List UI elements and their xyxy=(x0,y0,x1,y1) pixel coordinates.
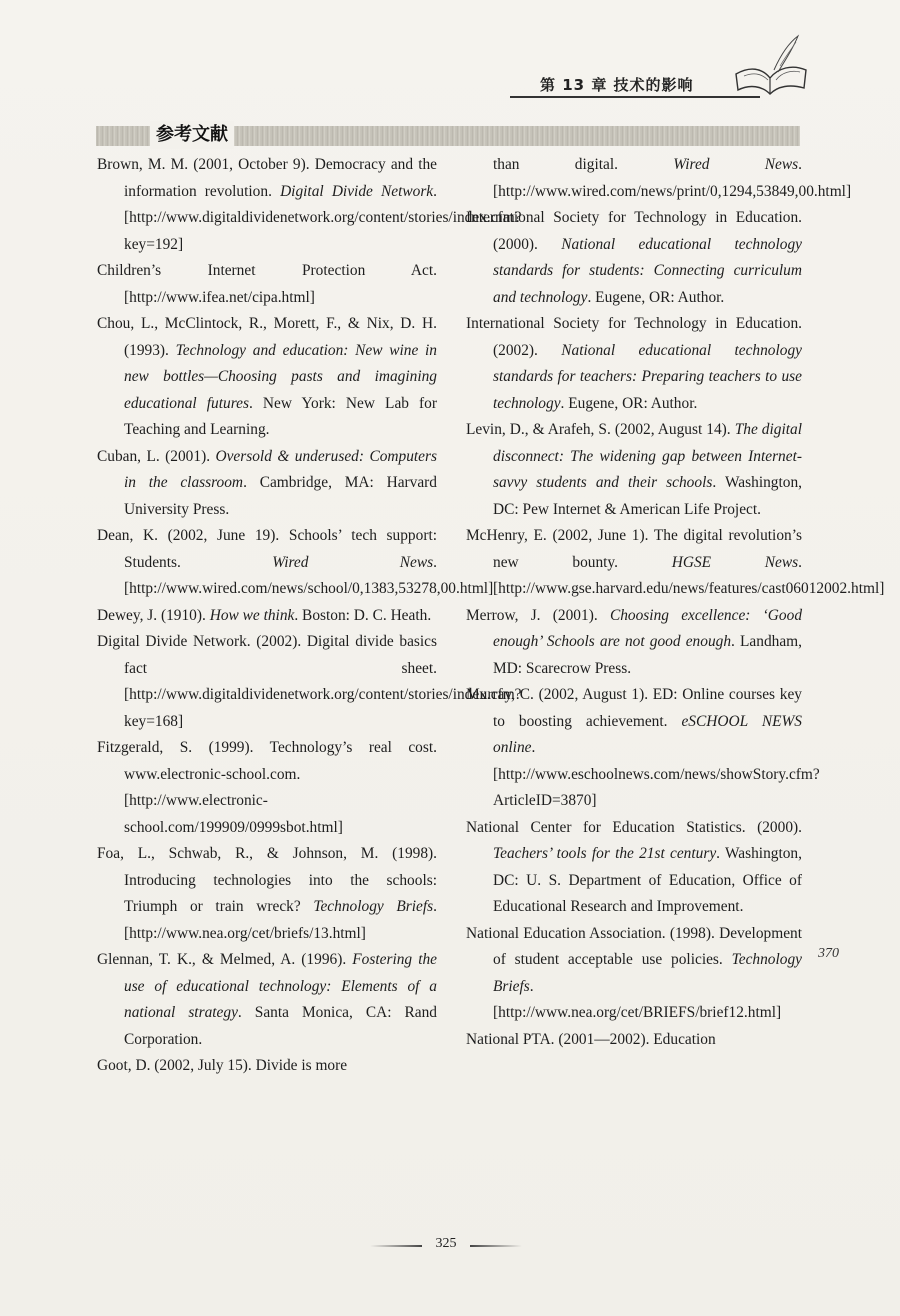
reference-text: . [http://www.digitaldividenetwork.org/content/stories/index.cfm? key=192] xyxy=(124,182,522,253)
reference-text: . Eugene, OR: Author. xyxy=(587,288,725,306)
chapter-title: 第 13 章 技术的影响 xyxy=(540,76,694,94)
reference-title: Wired News xyxy=(673,156,799,173)
reference-title: Fostering the use of educational technology: Elements of a national strategy xyxy=(124,951,437,1021)
reference-text: McHenry, E. (2002, June 1). The digital revolution’s new bounty. xyxy=(466,527,802,571)
references-left-column xyxy=(97,152,522,1080)
reference-entry xyxy=(466,1027,802,1054)
reference-text: . Landham, MD: Scarecrow Press. xyxy=(493,633,802,677)
page-number: 325 xyxy=(435,1236,457,1251)
page-footer xyxy=(370,1236,520,1256)
reference-text: . [http://www.nea.org/cet/briefs/13.html] xyxy=(124,898,437,942)
reference-text: International Society for Technology in Education. (2000). xyxy=(466,209,802,253)
reference-text: National PTA. (2001—2002). Education xyxy=(466,1030,716,1048)
reference-text: Merrow, J. (2001). xyxy=(466,606,610,624)
reference-title: eSCHOOL NEWS online xyxy=(493,712,802,756)
reference-text: Dean, K. (2002, June 19). Schools’ tech support: Students. xyxy=(97,527,437,571)
reference-text: Foa, L., Schwab, R., & Johnson, M. (1998). Introducing technologies into the schools: Triumph or train wreck? xyxy=(97,845,437,915)
reference-entry xyxy=(97,311,437,444)
reference-text: . Santa Monica, CA: Rand Corporation. xyxy=(124,1004,437,1048)
reference-entry xyxy=(466,603,802,683)
reference-text: . Eugene, OR: Author. xyxy=(560,394,698,412)
reference-entry xyxy=(466,417,802,523)
reference-entry xyxy=(466,523,885,603)
reference-text: Glennan, T. K., & Melmed, A. (1996). xyxy=(97,951,353,968)
reference-text: Digital Divide Network. (2002). Digital divide basics fact sheet. [http://www.digitaldividenetwork.org/content/stories/index.cfm? key=168] xyxy=(97,633,522,730)
reference-text: International Society for Technology in Education. (2002). xyxy=(466,315,802,359)
reference-title: National educational technology standards for students: Connecting curriculum and technology xyxy=(493,235,802,306)
reference-text: . [http://www.wired.com/news/school/0,1383,53278,00.html] xyxy=(124,553,494,597)
reference-entry xyxy=(97,152,522,258)
reference-text: than digital. xyxy=(493,156,674,173)
open-book-icon xyxy=(730,30,810,100)
reference-entry xyxy=(466,205,802,311)
reference-entry xyxy=(97,841,437,947)
reference-text: Children’s Internet Protection Act. [http://www.ifea.net/cipa.html] xyxy=(97,262,437,306)
reference-text: Chou, L., McClintock, R., Morett, F., & Nix, D. H. (1993). xyxy=(97,315,437,359)
header-rule xyxy=(510,96,760,98)
reference-title: The digital disconnect: The widening gap between Internet-savvy students and their schools xyxy=(493,421,803,491)
reference-entry xyxy=(466,152,852,205)
reference-entry xyxy=(97,523,494,603)
reference-text: Levin, D., & Arafeh, S. (2002, August 14). xyxy=(466,421,735,438)
reference-entry xyxy=(97,258,437,311)
reference-text: . [http://www.wired.com/news/print/0,1294,53849,00.html] xyxy=(493,156,852,200)
reference-title: Technology and education: New wine in new bottles—Choosing pasts and imagining educational futures xyxy=(124,341,437,412)
reference-title: Oversold & underused: Computers in the classroom xyxy=(124,447,437,491)
reference-title: HGSE News xyxy=(671,553,799,571)
section-title: 参考文献 xyxy=(150,121,234,149)
margin-page-number: 370 xyxy=(818,946,839,961)
reference-entry xyxy=(466,682,820,815)
reference-text: Fitzgerald, S. (1999). Technology’s real cost. www.electronic-school.com. [http://www.electronic-school.com/199909/0999sbot.html] xyxy=(97,739,437,836)
reference-title: How we think xyxy=(209,606,295,624)
reference-text: . [http://www.gse.harvard.edu/news/features/cast06012002.html] xyxy=(493,553,885,597)
reference-title: Digital Divide Network xyxy=(280,182,434,200)
reference-entry xyxy=(466,815,802,921)
reference-text: National Center for Education Statistics. (2000). xyxy=(466,818,802,836)
reference-text: Cuban, L. (2001). xyxy=(97,447,216,465)
reference-title: Wired News xyxy=(272,553,434,571)
reference-title: National educational technology standards for teachers: Preparing teachers to use technology xyxy=(493,341,802,412)
reference-text: . Washington, DC: Pew Internet & American Life Project. xyxy=(493,474,802,518)
reference-text: . [http://www.nea.org/cet/BRIEFS/brief12.html] xyxy=(493,977,782,1021)
reference-text: . New York: New Lab for Teaching and Learning. xyxy=(124,394,437,438)
reference-text: National Education Association. (1998). Development of student acceptable use policies. xyxy=(466,924,802,968)
reference-entry xyxy=(97,1053,437,1080)
reference-entry xyxy=(466,311,802,417)
reference-text: . Boston: D. C. Heath. xyxy=(294,606,432,624)
footer-rule-left xyxy=(370,1245,422,1247)
reference-entry xyxy=(466,921,802,1027)
reference-text: Goot, D. (2002, July 15). Divide is more xyxy=(97,1057,348,1074)
reference-title: Teachers’ tools for the 21st century xyxy=(493,845,717,862)
reference-text: . Cambridge, MA: Harvard University Press. xyxy=(124,474,437,518)
reference-entry xyxy=(97,603,437,630)
reference-text: Dewey, J. (1910). xyxy=(97,606,210,624)
reference-text: . Washington, DC: U. S. Department of Education, Office of Educational Research and Improvement. xyxy=(493,845,802,915)
reference-entry xyxy=(97,629,522,735)
reference-title: Technology Briefs xyxy=(493,951,802,995)
reference-entry xyxy=(97,444,437,524)
reference-entry xyxy=(97,735,437,841)
reference-title: Technology Briefs xyxy=(313,898,434,915)
footer-rule-right xyxy=(470,1245,522,1247)
reference-entry xyxy=(97,947,437,1053)
reference-title: Choosing excellence: ‘Good enough’ Schools are not good enough xyxy=(493,606,803,650)
reference-text: Brown, M. M. (2001, October 9). Democracy and the information revolution. xyxy=(97,156,437,200)
reference-text: Murray, C. (2002, August 1). ED: Online courses key to boosting achievement. xyxy=(466,686,802,730)
reference-text: . [http://www.eschoolnews.com/news/showStory.cfm? ArticleID=3870] xyxy=(493,739,820,809)
